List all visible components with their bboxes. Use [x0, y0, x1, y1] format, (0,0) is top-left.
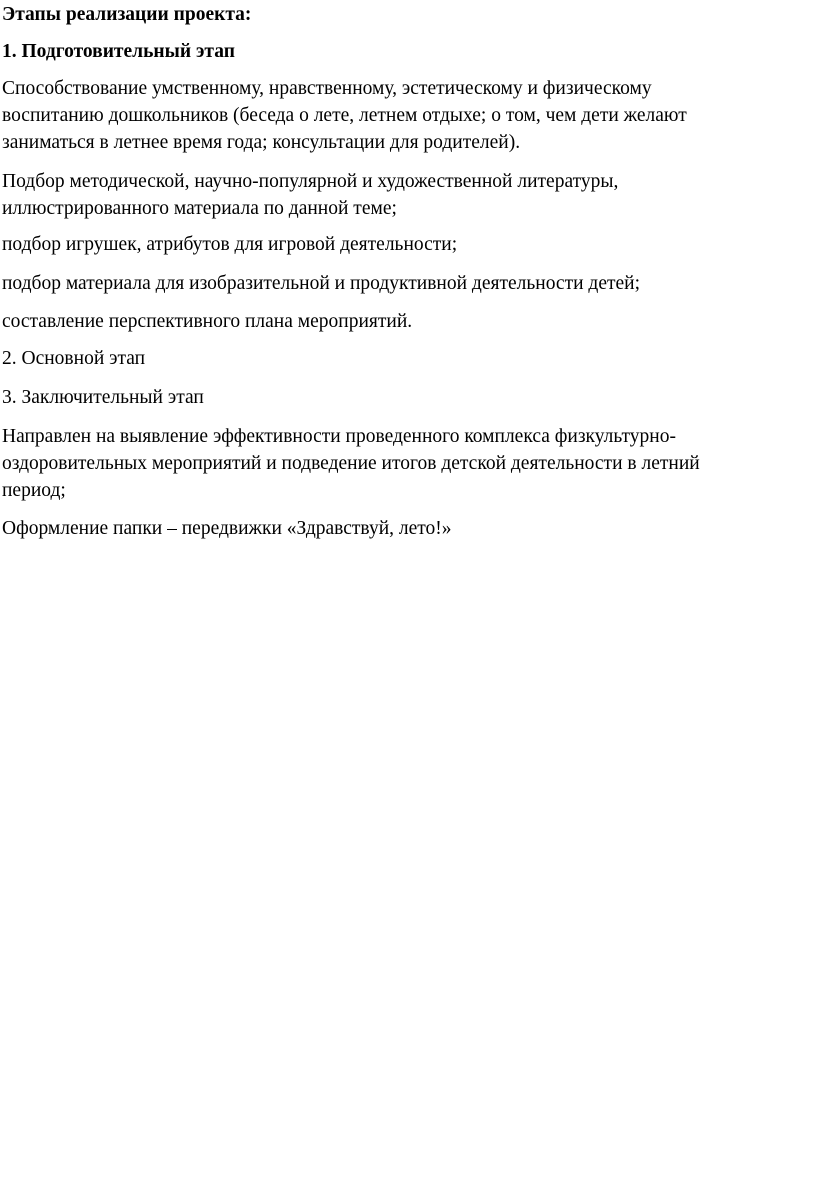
document-title: Этапы реализации проекта: [2, 4, 252, 25]
paragraph-1-line-1: Способствование умственному, нравственному, эстетическому и физическому [2, 78, 652, 99]
paragraph-5: составление перспективного плана мероприятий. [2, 311, 413, 332]
paragraph-6-line-3: период; [2, 480, 66, 501]
paragraph-1-line-2: воспитанию дошкольников (беседа о лете, летнем отдыхе; о том, чем дети желают [2, 105, 687, 126]
paragraph-4: подбор материала для изобразительной и продуктивной деятельности детей; [2, 273, 641, 294]
paragraph-1-line-3: заниматься в летнее время года; консультации для родителей). [2, 132, 521, 153]
paragraph-2-line-1: Подбор методической, научно-популярной и художественной литературы, [2, 171, 619, 192]
paragraph-7: Оформление папки – передвижки «Здравствуй, лето!» [2, 518, 452, 539]
paragraph-2-line-2: иллюстрированного материала по данной теме; [2, 198, 397, 219]
stage-2-heading: 2. Основной этап [2, 348, 146, 369]
stage-1-heading: 1. Подготовительный этап [2, 41, 235, 62]
paragraph-3: подбор игрушек, атрибутов для игровой деятельности; [2, 234, 458, 255]
document-page [2, 0, 814, 1204]
stage-3-heading: 3. Заключительный этап [2, 387, 204, 408]
paragraph-6-line-1: Направлен на выявление эффективности проведенного комплекса физкультурно- [2, 426, 676, 447]
paragraph-6-line-2: оздоровительных мероприятий и подведение итогов детской деятельности в летний [2, 453, 700, 474]
